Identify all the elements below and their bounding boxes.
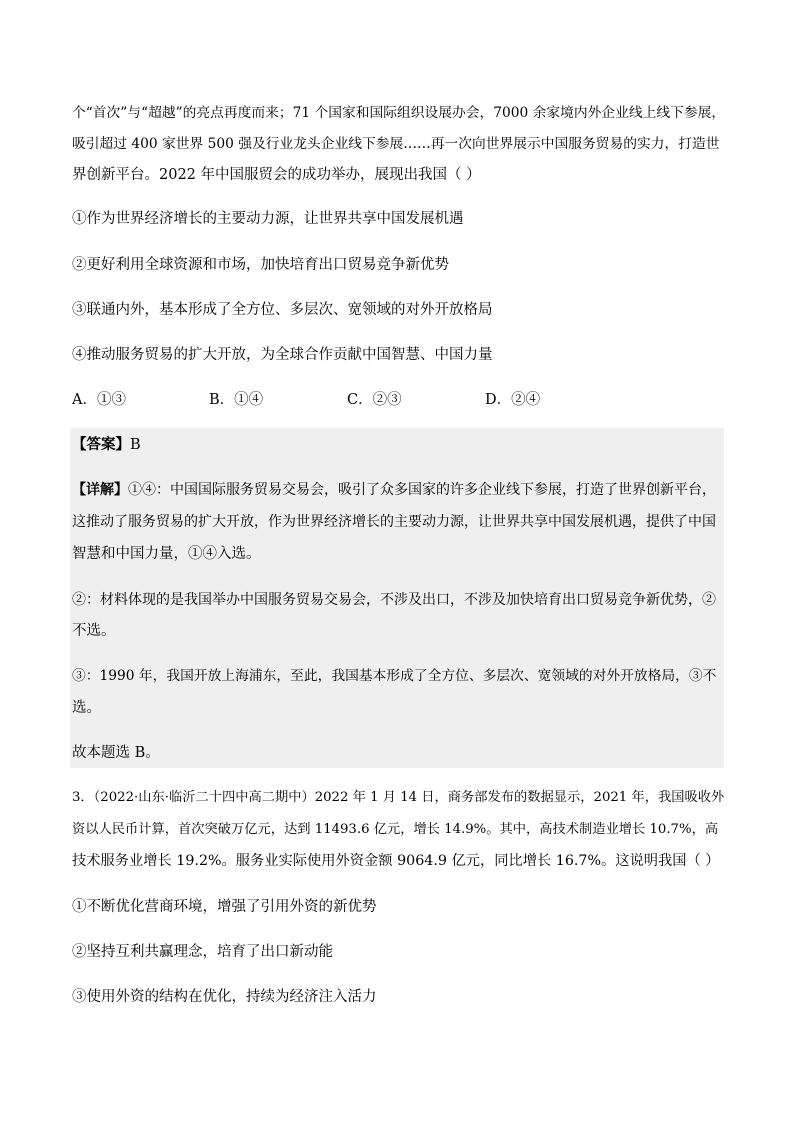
note3-line-1: ③：1990 年，我国开放上海浦东，至此，我国基本形成了全方位、多层次、宽领域的对外开放格局，③不 (72, 668, 717, 684)
note2-line-1: ②：材料体现的是我国举办中国服务贸易交易会，不涉及出口，不涉及加快培育出口贸易竞争新优势，② (72, 592, 716, 608)
note3-line-2: 选。 (72, 700, 101, 716)
detail-label: 【详解】 (72, 482, 128, 498)
q2-stem-line-3: 界创新平台。2022 年中国服贸会的成功举办，展现出我国（ ） (72, 167, 481, 183)
answer-value: B (130, 437, 141, 453)
q3-statement-1: ①不断优化营商环境，增强了引用外资的新优势 (72, 899, 377, 915)
note2-line-2: 不选。 (72, 623, 116, 639)
q2-option-d: D．②④ (485, 392, 541, 408)
q2-option-b: B．①④ (209, 392, 264, 408)
q2-statement-2: ②更好利用全球资源和市场，加快培育出口贸易竞争新优势 (72, 257, 449, 273)
q3-stem-line-2: 资以人民币计算，首次突破万亿元，达到 11493.6 亿元，增长 14.9%。其中，高技术制造业增长 10.7%，高 (72, 822, 719, 837)
q2-stem-line-2: 吸引超过 400 家世界 500 强及行业龙头企业线下参展……再一次向世界展示中国服务贸易的实力，打造世 (72, 136, 720, 152)
q3-stem-line-3: 技术服务业增长 19.2%。服务业实际使用外资金额 9064.9 亿元，同比增长 16.7%。这说明我国（ ） (72, 853, 720, 869)
q2-statement-3: ③联通内外，基本形成了全方位、多层次、宽领域的对外开放格局 (72, 302, 493, 318)
detail-line-3: 智慧和中国力量，①④入选。 (72, 546, 261, 562)
detail-line-1 (72, 480, 727, 500)
q3-stem-line-1: 3．（2022·山东·临沂二十四中高二期中）2022 年 1 月 14 日，商务部发布的数据显示，2021 年，我国吸收外 (72, 790, 725, 805)
q2-statement-4: ④推动服务贸易的扩大开放，为全球合作贡献中国智慧、中国力量 (72, 347, 493, 363)
q3-statement-3: ③使用外资的结构在优化，持续为经济注入活力 (72, 989, 377, 1005)
detail-line-2: 这推动了服务贸易的扩大开放，作为世界经济增长的主要动力源，让世界共享中国发展机遇，提供了中国 (72, 514, 716, 530)
answer-line (72, 435, 727, 455)
answer-label: 【答案】 (72, 436, 130, 453)
q2-option-a: A．①③ (72, 392, 126, 408)
q2-stem-line-1: 个“首次”与“超越”的亮点再度而来；71 个国家和国际组织设展办会，7000 余家境内外企业线上线下参展， (72, 105, 726, 121)
q3-statement-2: ②坚持互利共赢理念，培育了出口新动能 (72, 944, 333, 960)
detail-text-1: ①④：中国国际服务贸易交易会，吸引了众多国家的许多企业线下参展，打造了世界创新平台， (128, 482, 716, 498)
q2-option-c: C．②③ (347, 392, 402, 408)
q2-statement-1: ①作为世界经济增长的主要动力源，让世界共享中国发展机遇 (72, 211, 464, 227)
conclusion: 故本题选 B。 (72, 745, 160, 761)
